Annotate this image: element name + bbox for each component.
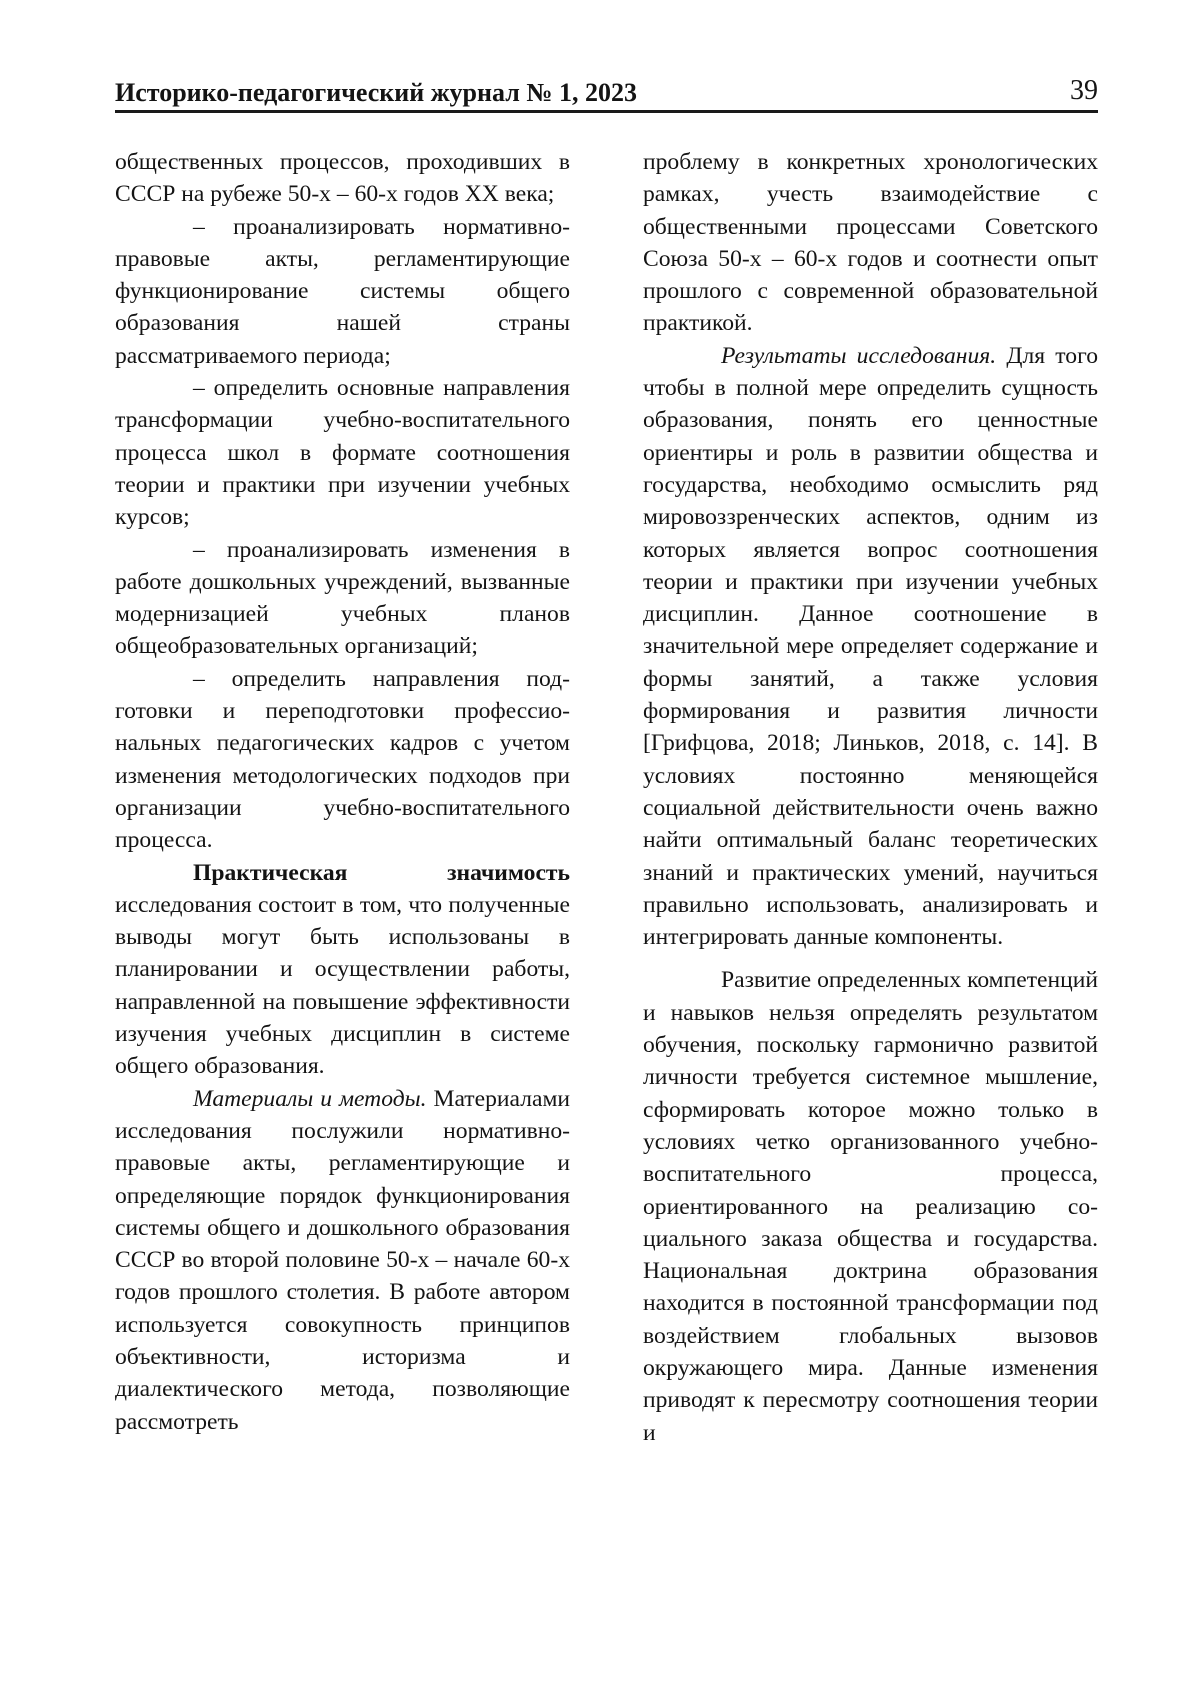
running-header xyxy=(115,76,1098,113)
paragraph-results xyxy=(643,340,1098,954)
section-heading-materials-methods: Материалы и методы. xyxy=(193,1085,427,1112)
list-item: – определить направления подготовки и переподготовки профессиональных педагогических кадров с учетом изменения методологических подходов при организации учебно-воспитательного процесса. xyxy=(115,665,570,854)
paragraph: проблему в конкретных хронологических рамках, учесть взаимодействие с общественными процессами Советского Союза 50-х – 60-х годов и соотнести опыт прошлого с современной образовательной практикой. xyxy=(643,149,1098,337)
paragraph-practical-significance xyxy=(115,857,570,1083)
list-item: – проанализировать нормативно-правовые акты, регламентирующие функционирование системы общего образования нашей страны рассматриваемого периода; xyxy=(115,213,570,369)
paragraph-text: исследования состоит в том, что полученные выводы могут быть использованы в планировании и осуществлении работы, направленной на повышение эффективности изучения учебных дисциплин в системе общего образования. xyxy=(115,891,570,1080)
paragraph-materials-methods xyxy=(115,1083,570,1438)
paragraph-text: Материалами исследования послужили нормативно-правовые акты, регламентирующие и определяющие порядок функционирования системы общего и дошкольного образования СССР во второй половине 50-х – начале 60-х годов прошлого столетия. В работе автором используется совокупность принципов объективности, историзма и диалектического метода, позволяющие рассмотреть xyxy=(115,1085,570,1435)
list-item: – проанализировать изменения в работе дошкольных учреждений, вызванные модернизацией учебных планов общеобразовательных организаций; xyxy=(115,536,570,660)
section-heading-practical-significance: Практическая значимость xyxy=(193,859,570,886)
journal-title: Историко-педагогический журнал № 1, 2023 xyxy=(115,78,637,107)
right-column xyxy=(643,146,1098,1449)
paragraph: общественных процессов, проходивших в СССР на рубеже 50-х – 60-х годов XX века; xyxy=(115,149,570,208)
section-heading-results: Результаты исследования. xyxy=(721,342,997,369)
left-column xyxy=(115,146,570,1438)
page-number: 39 xyxy=(1070,75,1098,106)
list-item: – определить основные направления трансформации учебно-воспитательного процесса школ в формате соотношения теории и практики при изучении учебных курсов; xyxy=(115,375,570,531)
paragraph-text: Для того чтобы в полной мере определить сущность образования, понять его ценностные ориентиры и роль в развитии общества и государства, необходимо осмыслить ряд мировоззренческих аспектов, одним из которых является вопрос соотношения теории и практики при изучении учебных дисциплин. Данное соотношение в значительной мере определяет содержание и формы занятий, а также условия формирования и развития личности [Грифцова, 2018; Линьков, 2018, с. 14]. В условиях постоянно меняющейся социальной действительности очень важно найти оптимальный баланс теоретических знаний и практических умений, научиться правильно использовать, анализировать и интегрировать данные компоненты. xyxy=(643,342,1098,951)
paragraph: Развитие определенных компетенций и навыков нельзя определять результатом обучения, поскольку гармонично развитой личности требуется системное мышление, сформировать которое можно только в условиях четко организованного учебно-воспитательного процесса, ориентированного на реализацию социального заказа общества и государства. Национальная доктрина образования находится в постоянной трансформации под воздействием глобальных вызовов окружающего мира. Данные изменения приводят к пересмотру соотношения теории и xyxy=(643,967,1098,1446)
